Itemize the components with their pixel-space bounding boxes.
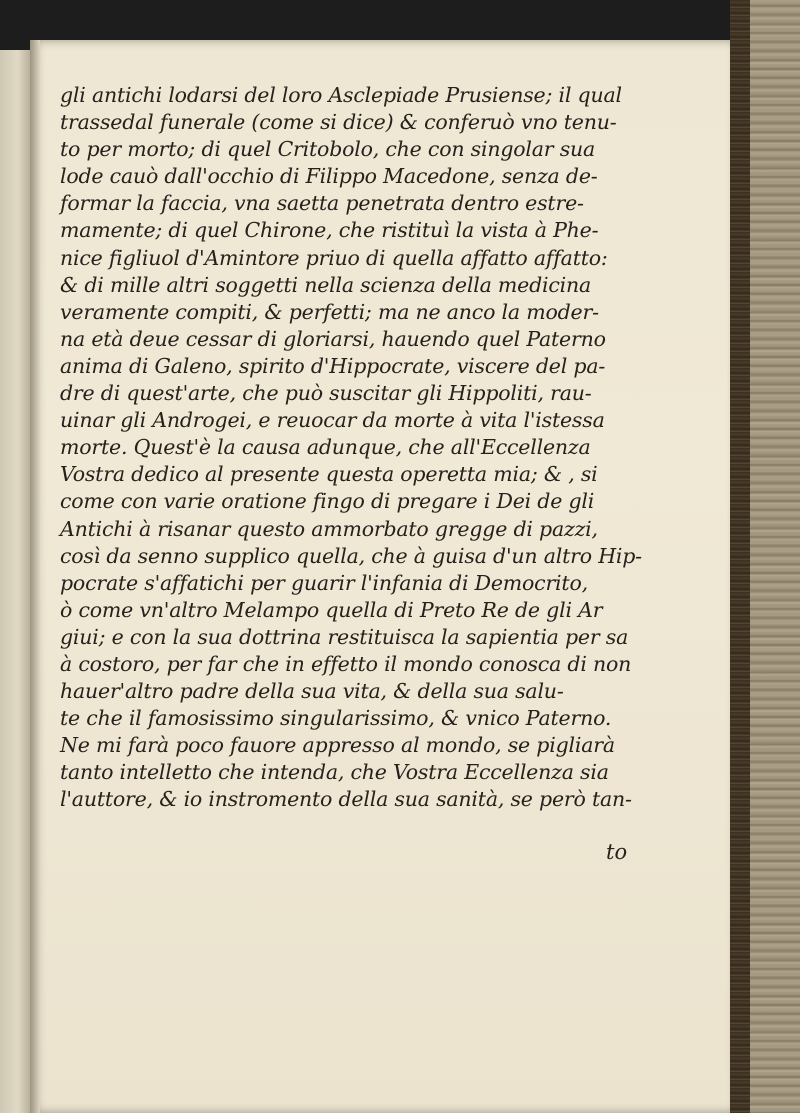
text-line: come con varie oratione fingo di pregare i Dei de gli <box>60 489 595 514</box>
text-line: hauer'altro padre della sua vita, & della sua salu- <box>60 679 564 704</box>
text-line: uinar gli Androgei, e reuocar da morte à vita l'istessa <box>60 408 605 433</box>
text-line: Antichi à risanar questo ammorbato gregge di pazzi, <box>60 516 598 541</box>
catchword: to <box>606 840 628 864</box>
text-line: trassedal funerale (come si dice) & conferuò vno tenu- <box>60 110 617 135</box>
text-line: na età deue cessar di gloriarsi, hauendo quel Paterno <box>60 326 606 351</box>
text-line: mamente; di quel Chirone, che ristituì la vista à Phe- <box>60 218 599 243</box>
body-text <box>60 82 720 814</box>
text-line: morte. Quest'è la causa adunque, che all'Eccellenza <box>60 435 591 460</box>
text-line: formar la faccia, vna saetta penetrata dentro estre- <box>60 191 584 216</box>
text-line: Vostra dedico al presente questa operetta mia; & , si <box>60 462 598 487</box>
previous-page-edge <box>0 50 30 1113</box>
text-line: veramente compiti, & perfetti; ma ne anco la moder- <box>60 299 599 324</box>
page-stack-band <box>750 0 800 1113</box>
text-line: l'auttore, & io instromento della sua sanità, se però tan- <box>60 787 632 812</box>
text-line: Ne mi farà poco fauore appresso al mondo, se pigliarà <box>60 733 615 758</box>
text-line: to per morto; di quel Critobolo, che con singolar sua <box>60 137 596 162</box>
text-line: tanto intelletto che intenda, che Vostra Eccellenza sia <box>60 760 609 785</box>
text-line: à costoro, per far che in effetto il mondo conosca di non <box>60 651 632 676</box>
text-line: anima di Galeno, spirito d'Hippocrate, viscere del pa- <box>60 353 606 378</box>
text-line: ò come vn'altro Melampo quella di Preto Re de gli Ar <box>60 597 603 622</box>
text-line: dre di quest'arte, che può suscitar gli Hippoliti, rau- <box>60 381 592 406</box>
text-line: & di mille altri soggetti nella scienza della medicina <box>60 272 592 297</box>
text-line: così da senno supplico quella, che à guisa d'un altro Hip- <box>60 543 642 568</box>
page-gutter <box>30 40 40 1113</box>
text-line: gli antichi lodarsi del loro Asclepiade Prusiense; il qual <box>60 83 622 107</box>
text-line: nice figliuol d'Amintore priuo di quella affatto affatto: <box>60 245 608 270</box>
text-line: pocrate s'affatichi per guarir l'infania di Democrito, <box>60 570 588 595</box>
page-stack-edge <box>730 0 800 1113</box>
text-line: te che il famosissimo singularissimo, & vnico Paterno. <box>60 706 612 731</box>
text-line: lode cauò dall'occhio di Filippo Macedone, senza de- <box>60 164 598 189</box>
text-line: giui; e con la sua dottrina restituisca la sapientia per sa <box>60 624 629 649</box>
